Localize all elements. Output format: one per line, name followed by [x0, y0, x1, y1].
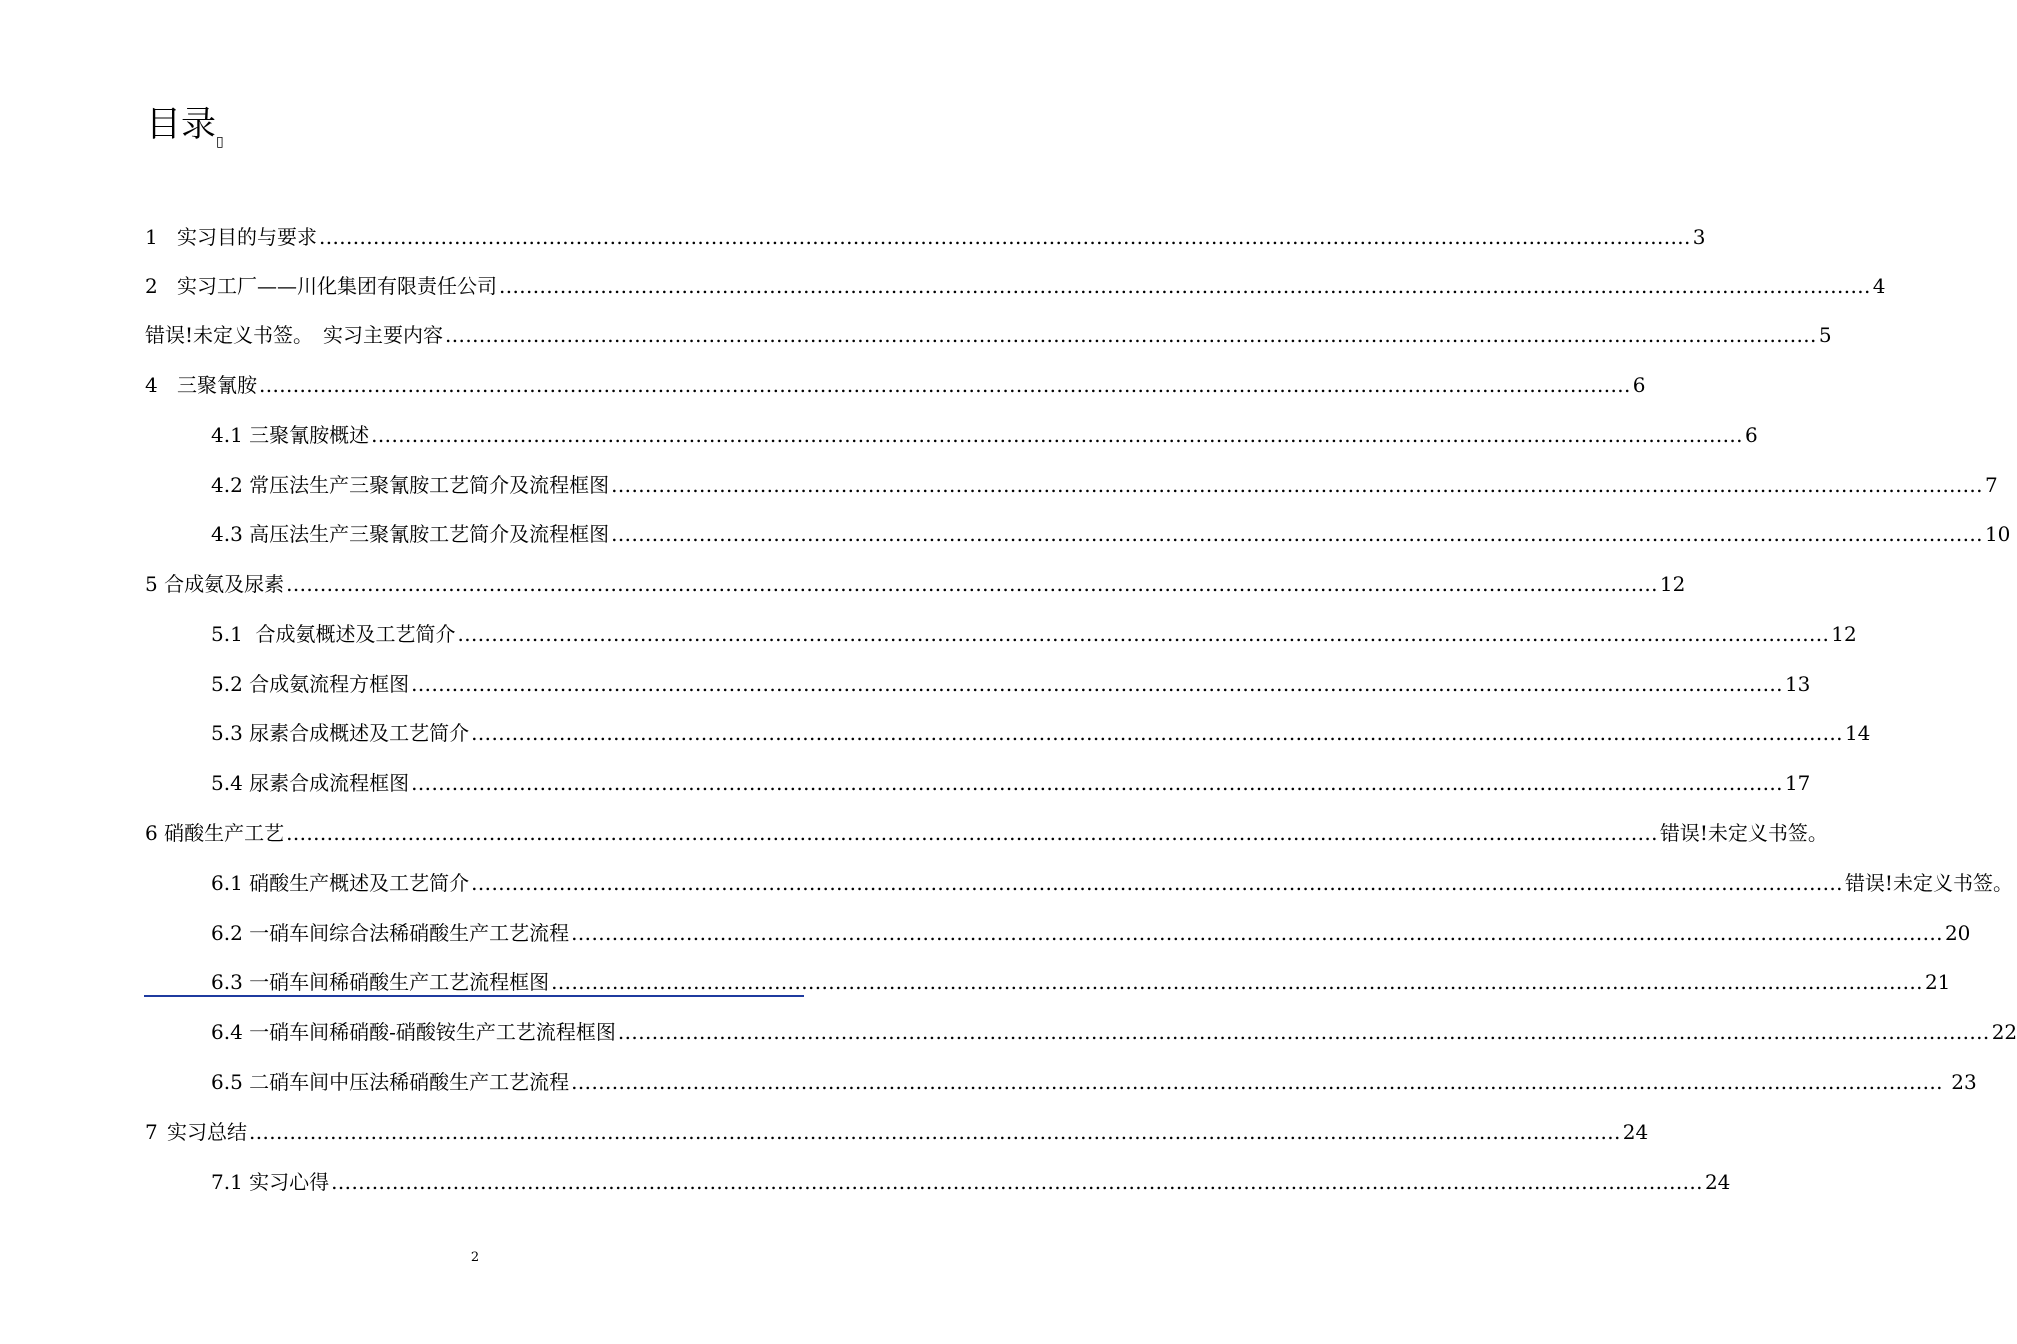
toc-leader-dots: ........................................................................................................................................................................................................... [471, 721, 1843, 745]
toc-entry[interactable] [211, 1067, 1977, 1097]
toc-entry[interactable] [145, 818, 1828, 848]
toc-entry-page: 17 [1784, 771, 1811, 795]
toc-entry-title: 6.5 二硝车间中压法稀硝酸生产工艺流程 [211, 1070, 570, 1094]
toc-leader-dots: ........................................................................................................................................................................................................... [571, 1070, 1943, 1094]
toc-entry[interactable] [211, 619, 1857, 649]
toc-entry-title: 6 硝酸生产工艺 [145, 821, 285, 845]
toc-entry-title: 4.3 高压法生产三聚氰胺工艺简介及流程框图 [211, 522, 610, 546]
toc-leader-dots: ........................................................................................................................................................................................................... [457, 622, 1830, 646]
toc-leader-dots: ........................................................................................................................................................................................................... [611, 522, 1983, 546]
toc-entry-number: 4 [145, 373, 158, 397]
toc-entry-page: 错误!未定义书签。 [1659, 821, 1828, 845]
page-title [146, 103, 224, 164]
toc-entry-title: 实习总结 [167, 1120, 247, 1144]
toc-entry-title: 实习目的与要求 [177, 225, 317, 249]
toc-leader-dots: ........................................................................................................................................................................................................... [471, 871, 1843, 895]
toc-leader-dots: ........................................................................................................................................................................................................... [259, 373, 1631, 397]
toc-entry-page: 3 [1692, 225, 1706, 249]
toc-entry[interactable] [145, 370, 1646, 400]
toc-entry[interactable] [211, 470, 1998, 500]
toc-entry-page: 13 [1784, 672, 1811, 696]
toc-entry[interactable] [211, 868, 2013, 898]
toc-entry[interactable] [145, 222, 1706, 252]
toc-entry[interactable] [211, 1017, 2017, 1047]
toc-entry-page: 20 [1944, 921, 1971, 945]
toc-leader-dots: ........................................................................................................................................................................................................... [571, 921, 1943, 945]
toc-entry-page: 7 [1984, 473, 1998, 497]
toc-entry-title: 6.3 一硝车间稀硝酸生产工艺流程框图 [211, 970, 550, 994]
toc-leader-dots: ........................................................................................................................................................................................................... [249, 1120, 1621, 1144]
toc-entry[interactable] [211, 669, 1811, 699]
toc-entry-page: 23 [1944, 1070, 1977, 1094]
toc-entry[interactable] [211, 967, 1951, 997]
toc-entry[interactable] [145, 320, 1832, 350]
toc-leader-dots: ........................................................................................................................................................................................................... [411, 672, 1783, 696]
toc-leader-dots: ........................................................................................................................................................................................................... [331, 1170, 1703, 1194]
toc-entry-page: 4 [1872, 274, 1886, 298]
toc-leader-dots: ........................................................................................................................................................................................................... [319, 225, 1691, 249]
toc-leader-dots: ........................................................................................................................................................................................................... [411, 771, 1783, 795]
toc-entry-page: 错误!未定义书签。 [1844, 871, 2013, 895]
toc-leader-dots: ........................................................................................................................................................................................................... [617, 1020, 1990, 1044]
toc-entry-title: 4.2 常压法生产三聚氰胺工艺简介及流程框图 [211, 473, 610, 497]
toc-entry-page: 6 [1744, 423, 1758, 447]
toc-entry-title: 实习工厂——川化集团有限责任公司 [177, 274, 497, 298]
toc-entry-page: 10 [1984, 522, 2011, 546]
toc-entry[interactable] [211, 718, 1871, 748]
toc-entry-page: 24 [1704, 1170, 1731, 1194]
toc-entry-title: 错误!未定义书签。 实习主要内容 [145, 323, 444, 347]
toc-entry-title: 5.2 合成氨流程方框图 [211, 672, 410, 696]
toc-leader-dots: ........................................................................................................................................................................................................... [445, 323, 1817, 347]
toc-entry[interactable] [211, 519, 2011, 549]
toc-entry-title: 5.1 合成氨概述及工艺简介 [211, 622, 456, 646]
hyperlink-underline [144, 995, 804, 997]
toc-entry[interactable] [211, 1167, 1731, 1197]
toc-entry-title: 6.2 一硝车间综合法稀硝酸生产工艺流程 [211, 921, 570, 945]
toc-leader-dots: ........................................................................................................................................................................................................... [499, 274, 1871, 298]
toc-entry-title: 5.3 尿素合成概述及工艺简介 [211, 721, 470, 745]
toc-entry-page: 21 [1924, 970, 1951, 994]
toc-entry-page: 5 [1818, 323, 1832, 347]
toc-entry-title: 7.1 实习心得 [211, 1170, 330, 1194]
toc-entry-number: 2 [145, 274, 158, 298]
toc-entry-page: 12 [1831, 622, 1857, 646]
toc-entry[interactable] [145, 1117, 1649, 1147]
toc-entry[interactable] [211, 420, 1758, 450]
toc-entry-page: 24 [1622, 1120, 1649, 1144]
toc-entry-page: 6 [1632, 373, 1646, 397]
page-number: 2 [470, 1250, 480, 1265]
toc-entry-title: 6.1 硝酸生产概述及工艺简介 [211, 871, 470, 895]
title-text: 目录 [146, 105, 217, 145]
toc-leader-dots: ........................................................................................................................................................................................................... [371, 423, 1743, 447]
toc-entry-title: 三聚氰胺 [177, 373, 257, 397]
toc-entry-title: 5.4 尿素合成流程框图 [211, 771, 410, 795]
toc-leader-dots: ........................................................................................................................................................................................................... [286, 821, 1658, 845]
toc-entry[interactable] [145, 271, 1886, 301]
toc-entry-page: 22 [1991, 1020, 2017, 1044]
toc-entry-number: 1 [145, 225, 158, 249]
toc-entry-title: 5 合成氨及尿素 [145, 572, 285, 596]
toc-entry-title: 4.1 三聚氰胺概述 [211, 423, 370, 447]
title-marker: ▯ [216, 134, 224, 150]
toc-entry[interactable] [211, 918, 1971, 948]
toc-entry-title: 6.4 一硝车间稀硝酸-硝酸铵生产工艺流程框图 [211, 1020, 616, 1044]
toc-entry-page: 14 [1844, 721, 1871, 745]
toc-entry[interactable] [145, 569, 1686, 599]
toc-entry-page: 12 [1659, 572, 1686, 596]
toc-entry[interactable] [211, 768, 1811, 798]
toc-leader-dots: ........................................................................................................................................................................................................... [286, 572, 1658, 596]
toc-leader-dots: ........................................................................................................................................................................................................... [611, 473, 1983, 497]
toc-entry-number: 7 [145, 1120, 158, 1144]
toc-leader-dots: ........................................................................................................................................................................................................... [551, 970, 1923, 994]
